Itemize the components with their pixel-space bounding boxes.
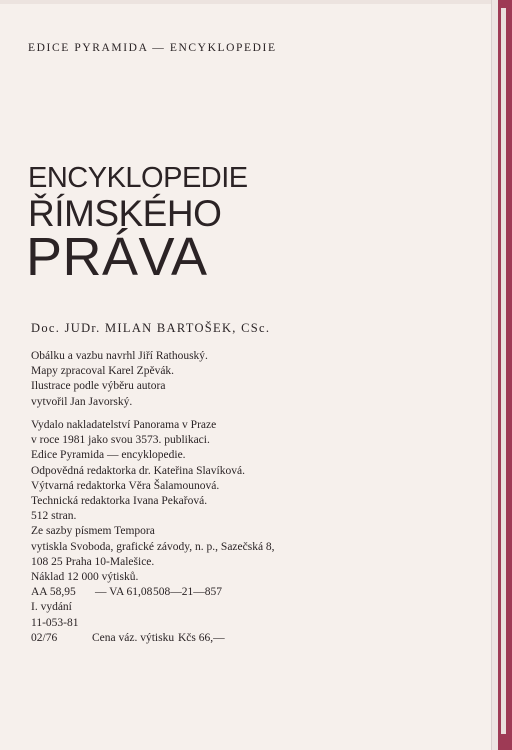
imprint-block xyxy=(31,418,275,646)
imprint-line: 108 25 Praha 10-Malešice. xyxy=(31,555,155,568)
title-line-3: PRÁVA xyxy=(26,227,208,287)
title-line-1: ENCYKLOPEDIE xyxy=(28,162,248,194)
credit-line: Obálku a vazbu navrhl Jiří Rathouský. xyxy=(31,350,208,362)
catalog-number: 508—21—857 xyxy=(153,586,222,599)
page-top-edge xyxy=(0,0,491,4)
credit-line: Ilustrace podle výběru autora xyxy=(31,380,166,393)
imprint-line: Vydalo nakladatelství Panorama v Praze xyxy=(31,419,217,431)
imprint-line: Výtvarná redaktorka Věra Šalamounová. xyxy=(31,479,220,492)
imprint-line: Edice Pyramida — encyklopedie. xyxy=(31,449,186,462)
series-heading: EDICE PYRAMIDA — ENCYKLOPEDIE xyxy=(28,42,277,54)
aa-code: AA 58,95 xyxy=(31,586,76,599)
imprint-line: v roce 1981 jako svou 3573. publikaci. xyxy=(31,434,210,447)
credit-line: Mapy zpracoval Karel Zpěvák. xyxy=(31,365,175,378)
price-label: Cena váz. výtisku xyxy=(92,631,175,644)
va-code: — VA 61,08 xyxy=(95,586,153,599)
imprint-line: 512 stran. xyxy=(31,510,77,523)
author: Doc. JUDr. MILAN BARTOŠEK, CSc. xyxy=(31,321,271,335)
codes-row xyxy=(31,585,275,600)
code-line: 11-053-81 xyxy=(31,616,79,629)
imprint-line: Odpovědná redaktorka dr. Kateřina Slavíková. xyxy=(31,464,245,477)
imprint-line: Náklad 12 000 výtisků. xyxy=(31,571,139,584)
imprint-line: Ze sazby písmem Tempora xyxy=(31,525,155,538)
imprint-line: Technická redaktorka Ivana Pekařová. xyxy=(31,495,208,508)
cover-strip xyxy=(501,8,506,734)
price-value: Kčs 66,— xyxy=(178,631,225,644)
imprint-line: vytiskla Svoboda, grafické závody, n. p., Sazečská 8, xyxy=(31,540,275,553)
price-row xyxy=(31,631,275,646)
credit-line: vytvořil Jan Javorský. xyxy=(31,395,133,408)
price-code: 02/76 xyxy=(31,631,58,644)
credits-block xyxy=(31,349,208,410)
edition: I. vydání xyxy=(31,601,72,614)
title-line-2: ŘÍMSKÉHO xyxy=(28,193,222,234)
book-cover-edge xyxy=(498,0,512,750)
